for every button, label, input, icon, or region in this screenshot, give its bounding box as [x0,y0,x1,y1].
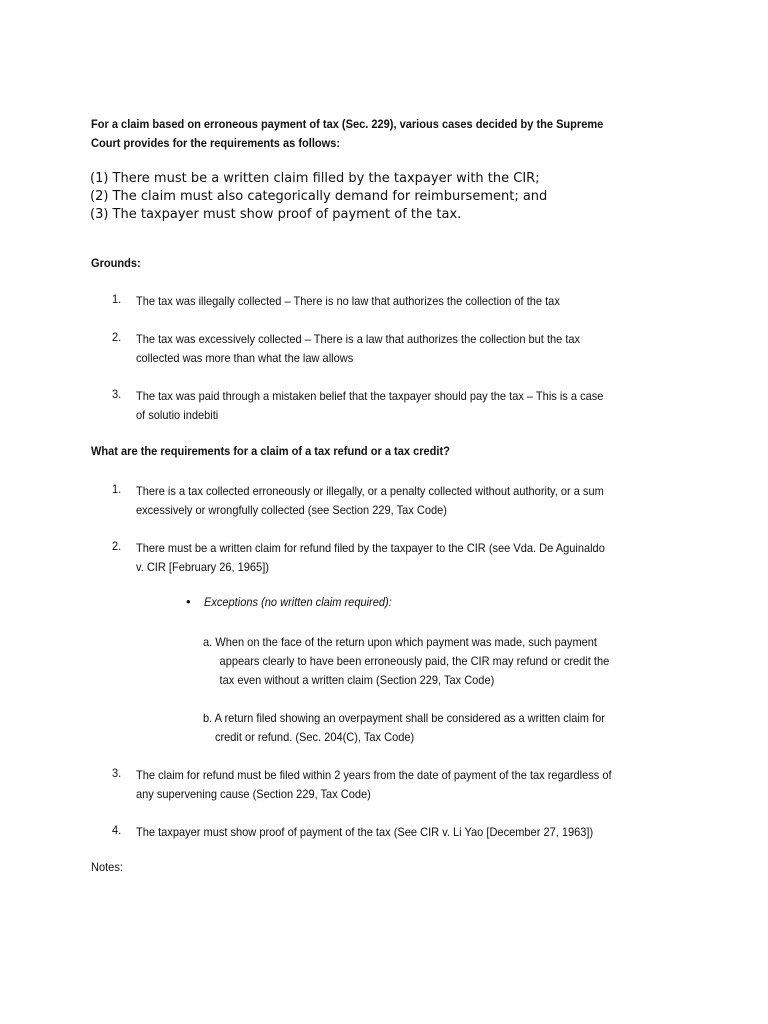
question-item-2-text [136,539,605,577]
grounds-item-1-line-1: The tax was illegally collected – There is no law that authorizes the collection of the tax [136,294,560,308]
exception-b-line-2: credit or refund. (Sec. 204(C), Tax Code) [214,730,415,744]
requirement-3: (3) The taxpayer must show proof of payment of the tax. [90,207,462,222]
question-item-2-line-1: There must be a written claim for refund filed by the taxpayer to the CIR (see Vda. De Aguinaldo [136,541,605,555]
exceptions-label: Exceptions (no written claim required): [204,595,392,609]
notes-label: Notes: [91,860,123,874]
intro-paragraph [91,115,603,153]
requirements-list [90,170,547,224]
question-item-1-line-2: excessively or wrongfully collected (see Section 229, Tax Code) [136,503,447,517]
question-item-3-line-1: The claim for refund must be filed within 2 years from the date of payment of the tax regardless of [136,768,612,782]
question-heading: What are the requirements for a claim of a tax refund or a tax credit? [91,444,450,458]
grounds-item-3-line-1: The tax was paid through a mistaken belief that the taxpayer should pay the tax – This is a case [136,389,604,403]
exception-b [203,709,605,747]
requirement-1: (1) There must be a written claim filled by the taxpayer with the CIR; [90,171,540,186]
intro-line-2: Court provides for the requirements as follows: [91,136,341,150]
exception-a [203,633,609,690]
question-item-1-line-1: There is a tax collected erroneously or illegally, or a penalty collected without authority, or a sum [136,484,604,498]
question-item-3-number: 3. [112,766,122,780]
intro-line-1: For a claim based on erroneous payment of tax (Sec. 229), various cases decided by the Supreme [91,117,604,131]
question-item-1-text [136,482,604,520]
grounds-item-3-number: 3. [112,387,122,401]
exception-a-line-3: tax even without a written claim (Section 229, Tax Code) [219,673,495,687]
grounds-item-1-text [136,292,560,311]
grounds-item-2-number: 2. [112,330,122,344]
question-item-3-line-2: any supervening cause (Section 229, Tax Code) [136,787,371,801]
grounds-item-3-line-2: of solutio indebiti [136,408,219,422]
question-item-2-number: 2. [112,539,122,553]
exception-a-line-1: a. When on the face of the return upon which payment was made, such payment [203,635,597,649]
grounds-item-2-line-1: The tax was excessively collected – There is a law that authorizes the collection but the tax [136,332,581,346]
grounds-item-3-text [136,387,603,425]
grounds-item-2-text [136,330,580,368]
question-item-2-line-2: v. CIR [February 26, 1965]) [136,560,269,574]
exception-a-line-2: appears clearly to have been erroneously paid, the CIR may refund or credit the [219,654,610,668]
grounds-item-1-number: 1. [112,292,122,306]
exception-b-line-1: b. A return filed showing an overpayment shall be considered as a written claim for [203,711,605,725]
grounds-heading: Grounds: [91,256,141,270]
question-item-4-text [136,823,593,842]
question-item-4-line-1: The taxpayer must show proof of payment of the tax (See CIR v. Li Yao [December 27, 1963]) [136,825,594,839]
question-item-1-number: 1. [112,482,122,496]
grounds-item-2-line-2: collected was more than what the law allows [136,351,354,365]
requirement-2: (2) The claim must also categorically demand for reimbursement; and [90,189,548,204]
question-item-3-text [136,766,612,804]
exceptions-bullet: • [186,594,191,609]
question-item-4-number: 4. [112,823,122,837]
